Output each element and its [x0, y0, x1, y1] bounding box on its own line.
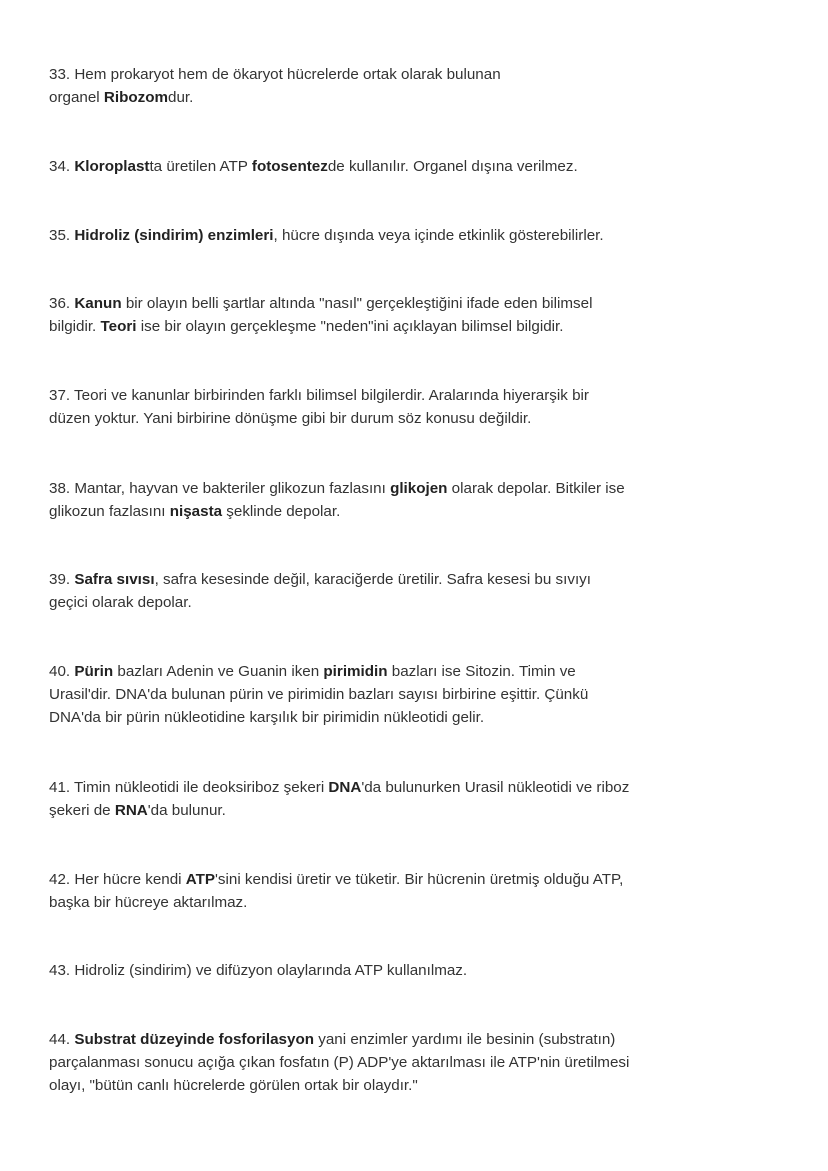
- text-line: [49, 86, 739, 109]
- text-run: parçalanması sonucu açığa çıkan fosfatın (P) ADP'ye aktarılması ile ATP'nin üretilmesi: [49, 1054, 630, 1071]
- text-run: dur.: [168, 89, 194, 106]
- text-run: 44.: [49, 1031, 75, 1048]
- fact-item-43: [49, 959, 739, 982]
- text-run: 'da bulunurken Urasil nükleotidi ve riboz: [361, 779, 630, 796]
- text-line: [49, 315, 739, 338]
- text-run: düzen yoktur. Yani birbirine dönüşme gibi bir durum söz konusu değildir.: [49, 410, 532, 427]
- bold-term: Hidroliz (sindirim) enzimleri: [74, 227, 274, 244]
- text-run: olayı, "bütün canlı hücrelerde görülen ortak bir olaydır.": [49, 1077, 418, 1094]
- text-run: 42. Her hücre kendi: [49, 871, 186, 888]
- bold-term: Kanun: [74, 295, 122, 312]
- bold-term: RNA: [114, 802, 148, 819]
- text-run: de kullanılır. Organel dışına verilmez.: [327, 158, 578, 175]
- text-run: ta üretilen ATP: [149, 158, 252, 175]
- text-line: [49, 292, 739, 315]
- text-line: [49, 477, 739, 500]
- text-line: [49, 683, 739, 706]
- text-line: [49, 155, 739, 178]
- bold-term: DNA: [328, 779, 362, 796]
- text-run: 37. Teori ve kanunlar birbirinden farklı bilimsel bilgilerdir. Aralarında hiyerarşik bir: [49, 387, 589, 404]
- bold-term: pirimidin: [323, 663, 388, 680]
- text-run: geçici olarak depolar.: [49, 594, 192, 611]
- fact-item-41: [49, 776, 739, 822]
- text-run: başka bir hücreye aktarılmaz.: [49, 894, 248, 911]
- text-run: olarak depolar. Bitkiler ise: [447, 480, 625, 497]
- text-run: yani enzimler yardımı ile besinin (substratın): [314, 1031, 616, 1048]
- text-line: [49, 660, 739, 683]
- text-run: 35.: [49, 227, 75, 244]
- text-line: [49, 959, 739, 982]
- bold-term: Ribozom: [103, 89, 169, 106]
- bold-term: Kloroplast: [74, 158, 150, 175]
- text-run: bir olayın belli şartlar altında "nasıl" gerçekleştiğini ifade eden bilimsel: [121, 295, 593, 312]
- fact-item-38: [49, 477, 739, 523]
- text-line: [49, 500, 739, 523]
- text-run: DNA'da bir pürin nükleotidine karşılık bir pirimidin nükleotidi gelir.: [49, 709, 485, 726]
- text-run: organel: [49, 89, 104, 106]
- text-run: 34.: [49, 158, 75, 175]
- text-line: [49, 591, 739, 614]
- text-run: bilgidir.: [49, 318, 101, 335]
- fact-item-44: [49, 1028, 739, 1097]
- text-line: [49, 407, 739, 430]
- text-run: glikozun fazlasını: [49, 503, 170, 520]
- text-line: [49, 868, 739, 891]
- text-run: 36.: [49, 295, 75, 312]
- bold-term: Pürin: [74, 663, 114, 680]
- bold-term: ATP: [185, 871, 216, 888]
- bold-term: fotosentez: [251, 158, 328, 175]
- text-run: 'sini kendisi üretir ve tüketir. Bir hücrenin üretmiş olduğu ATP,: [215, 871, 624, 888]
- text-line: [49, 224, 739, 247]
- text-run: şekeri de: [49, 802, 115, 819]
- fact-item-42: [49, 868, 739, 914]
- text-run: bazları Adenin ve Guanin iken: [113, 663, 324, 680]
- fact-item-33: [49, 63, 739, 109]
- bold-term: nişasta: [169, 503, 223, 520]
- text-run: Urasil'dir. DNA'da bulunan pürin ve pirimidin bazları sayısı birbirine eşittir. Çünkü: [49, 686, 589, 703]
- fact-item-34: [49, 155, 739, 178]
- text-run: şeklinde depolar.: [222, 503, 341, 520]
- text-run: ise bir olayın gerçekleşme "neden"ini açıklayan bilimsel bilgidir.: [136, 318, 564, 335]
- fact-item-39: [49, 568, 739, 614]
- text-run: , safra kesesinde değil, karaciğerde üretilir. Safra kesesi bu sıvıyı: [154, 571, 591, 588]
- text-line: [49, 384, 739, 407]
- text-line: [49, 776, 739, 799]
- bold-term: glikojen: [390, 480, 448, 497]
- text-line: [49, 891, 739, 914]
- text-line: [49, 1074, 739, 1097]
- text-run: , hücre dışında veya içinde etkinlik gösterebilirler.: [273, 227, 604, 244]
- text-run: 'da bulunur.: [147, 802, 226, 819]
- text-line: [49, 568, 739, 591]
- text-run: 40.: [49, 663, 75, 680]
- bold-term: Safra sıvısı: [74, 571, 155, 588]
- text-run: 33. Hem prokaryot hem de ökaryot hücrelerde ortak olarak bulunan: [49, 66, 501, 83]
- text-run: 39.: [49, 571, 75, 588]
- bold-term: Teori: [100, 318, 137, 335]
- text-line: [49, 1028, 739, 1051]
- text-run: 38. Mantar, hayvan ve bakteriler glikozun fazlasını: [49, 480, 391, 497]
- fact-item-36: [49, 292, 739, 338]
- text-run: 41. Timin nükleotidi ile deoksiriboz şekeri: [49, 779, 329, 796]
- text-line: [49, 63, 739, 86]
- bold-term: Substrat düzeyinde fosforilasyon: [74, 1031, 315, 1048]
- text-run: 43. Hidroliz (sindirim) ve difüzyon olaylarında ATP kullanılmaz.: [49, 962, 468, 979]
- fact-item-35: [49, 224, 739, 247]
- text-line: [49, 799, 739, 822]
- fact-item-37: [49, 384, 739, 430]
- text-line: [49, 1051, 739, 1074]
- text-line: [49, 706, 739, 729]
- text-run: bazları ise Sitozin. Timin ve: [387, 663, 576, 680]
- fact-item-40: [49, 660, 739, 729]
